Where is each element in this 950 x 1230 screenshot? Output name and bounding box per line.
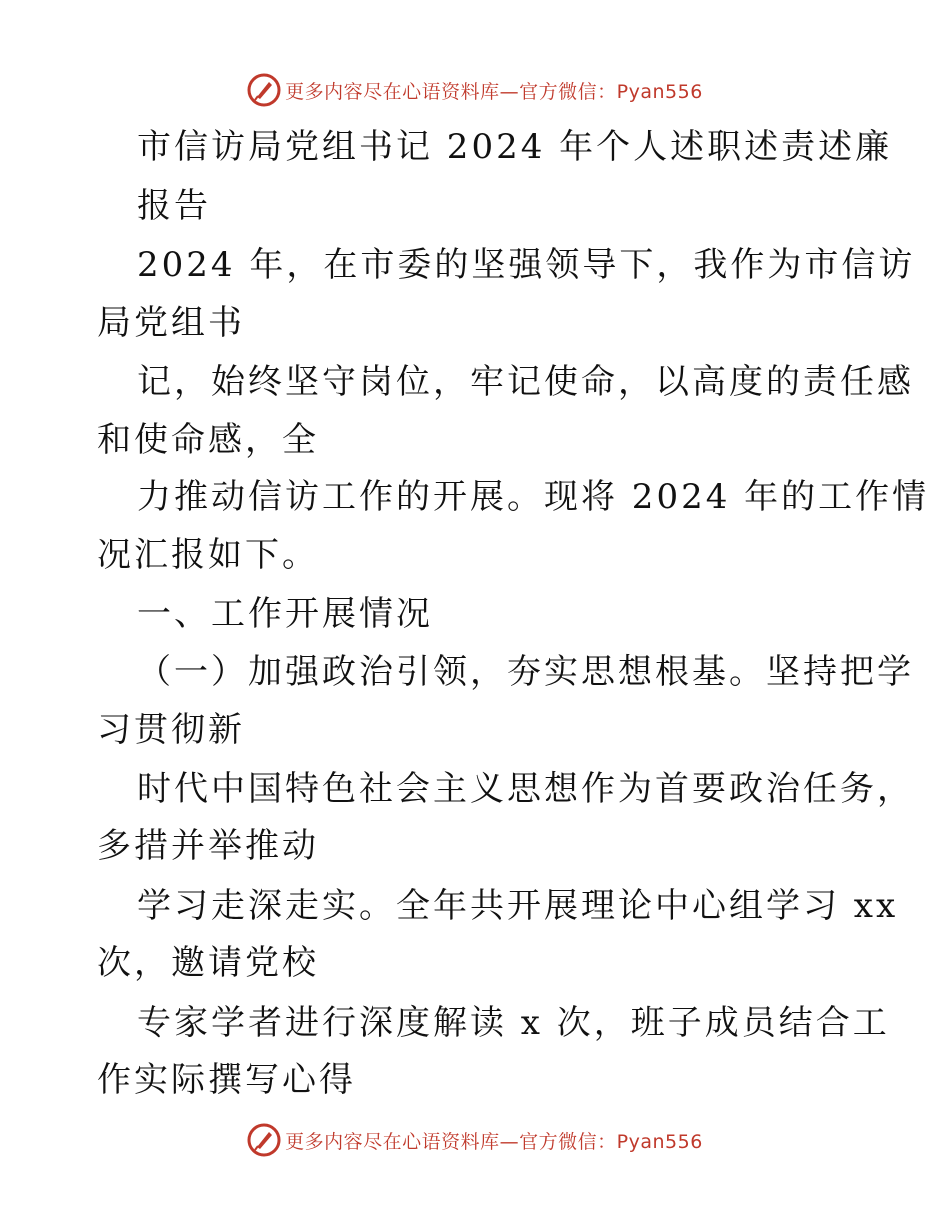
doc-text-line: 次，邀请党校 xyxy=(97,943,319,983)
doc-text-line: 专家学者进行深度解读 x 次，班子成员结合工 xyxy=(137,1003,890,1043)
doc-text-line: 局党组书 xyxy=(97,303,245,343)
doc-text-line: 作实际撰写心得 xyxy=(97,1060,356,1100)
doc-text-line: 学习走深走实。全年共开展理论中心组学习 xx xyxy=(137,886,899,926)
quill-pen-logo-icon xyxy=(247,1123,281,1157)
section-heading: 一、工作开展情况 xyxy=(137,594,433,634)
header-banner-text: 更多内容尽在心语资料库—官方微信：Pyan556 xyxy=(285,80,703,103)
doc-text-line: 习贯彻新 xyxy=(97,710,245,750)
doc-title-line-1: 市信访局党组书记 2024 年个人述职述责述廉 xyxy=(137,127,893,167)
doc-title-line-2: 报告 xyxy=(137,186,211,226)
footer-banner-text: 更多内容尽在心语资料库—官方微信：Pyan556 xyxy=(285,1130,703,1153)
doc-text-line: 记，始终坚守岗位，牢记使命，以高度的责任感 xyxy=(137,362,914,402)
footer-banner xyxy=(0,1120,950,1160)
doc-text-line: 况汇报如下。 xyxy=(97,535,319,575)
doc-text-line: 多措并举推动 xyxy=(97,826,319,866)
doc-text-line: 2024 年，在市委的坚强领导下，我作为市信访 xyxy=(137,245,916,285)
doc-text-line: 和使命感，全 xyxy=(97,420,319,460)
doc-text-line: 力推动信访工作的开展。现将 2024 年的工作情 xyxy=(137,477,930,517)
doc-text-line: （一）加强政治引领，夯实思想根基。坚持把学 xyxy=(137,652,914,692)
doc-text-line: 时代中国特色社会主义思想作为首要政治任务， xyxy=(137,769,914,809)
